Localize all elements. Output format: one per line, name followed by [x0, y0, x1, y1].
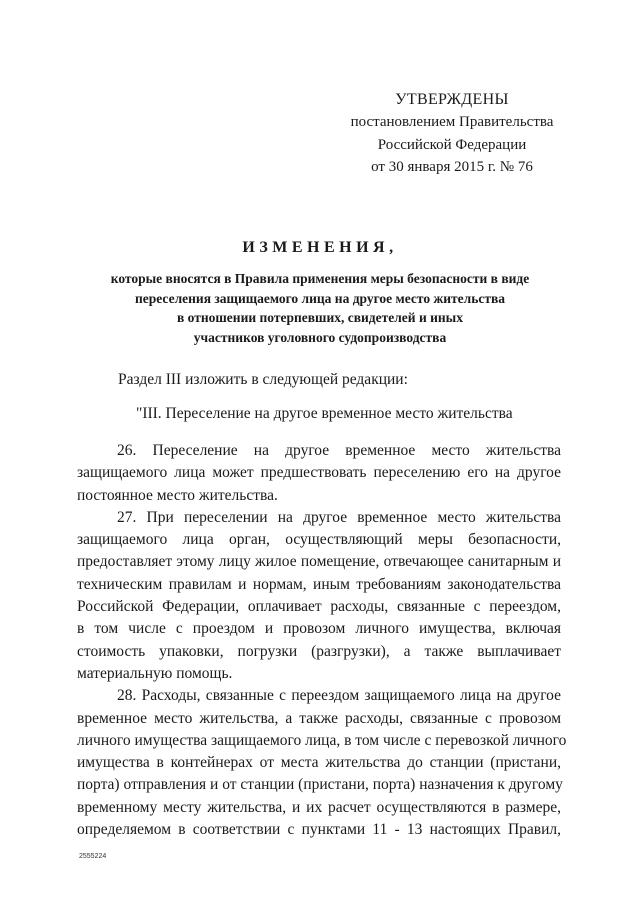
- document-title: ИЗМЕНЕНИЯ,: [242, 239, 398, 256]
- paragraph-line: защищаемого лица орган, осуществляющий меры безопасности,: [77, 531, 561, 549]
- paragraph-line: защищаемого лица может предшествовать переселению его на другое: [77, 464, 561, 482]
- approval-date-line: от 30 января 2015 г. № 76: [371, 158, 533, 175]
- paragraph-line: личного имущества защищаемого лица, в том числе с перевозкой личного: [77, 731, 567, 749]
- paragraph-line: техническим правилам и нормам, иным требованиям законодательства: [77, 575, 561, 593]
- paragraph-line: временное место жительства, а также расходы, связанные с провозом: [77, 709, 561, 727]
- document-code: 2555224: [79, 853, 107, 860]
- paragraph-line: предоставляет этому лицу жилое помещение, отвечающее санитарным и: [77, 553, 561, 571]
- paragraph-line: определяемом в соответствии с пунктами 11 - 13 настоящих Правил,: [77, 821, 561, 839]
- paragraph-line: порта) отправления и от станции (пристани, порта) назначения к другому: [77, 776, 563, 794]
- subtitle-line: которые вносятся в Правила применения меры безопасности в виде: [110, 271, 530, 286]
- document-heading: [60, 236, 580, 347]
- section-title: "III. Переселение на другое временное место жительства: [136, 405, 513, 422]
- subtitle-line: переселения защищаемого лица на другое место жительства: [134, 290, 506, 306]
- document-subtitle: [60, 269, 580, 347]
- paragraph-line: 26. Переселение на другое временное место жительства: [117, 442, 561, 459]
- paragraph-line: стоимость упаковки, погрузки (разгрузки), а также выплачивает: [77, 642, 561, 660]
- paragraph-line: в том числе с проездом и провозом личного имущества, включая: [77, 620, 561, 638]
- paragraph-line: временному месту жительства, и их расчет осуществляются в размере,: [77, 798, 561, 816]
- intro-text: Раздел III изложить в следующей редакции:: [118, 371, 408, 388]
- subtitle-line: в отношении потерпевших, свидетелей и иных: [177, 310, 463, 325]
- approval-resolution-line: постановлением Правительства: [350, 114, 554, 131]
- subtitle-line: участников уголовного судопроизводства: [193, 329, 447, 345]
- paragraph-line: постоянное место жительства.: [77, 486, 278, 504]
- document-body: [77, 440, 567, 841]
- paragraph-line: материальную помощь.: [77, 664, 233, 682]
- paragraph-28: [77, 685, 567, 841]
- paragraph-line: имущества в контейнерах от места жительства до станции (пристани,: [77, 754, 561, 772]
- approval-government-line: Российской Федерации: [377, 136, 527, 153]
- paragraph-line: 28. Расходы, связанные с переездом защищаемого лица на другое: [117, 687, 561, 705]
- paragraph-26: [77, 440, 561, 507]
- approved-label: УТВЕРЖДЕНЫ: [395, 91, 509, 108]
- paragraph-line: Российской Федерации, оплачивает расходы, связанные с переездом,: [77, 598, 561, 616]
- approval-block: [335, 89, 569, 178]
- paragraph-27: [77, 507, 561, 685]
- paragraph-line: 27. При переселении на другое временное место жительства: [117, 508, 561, 526]
